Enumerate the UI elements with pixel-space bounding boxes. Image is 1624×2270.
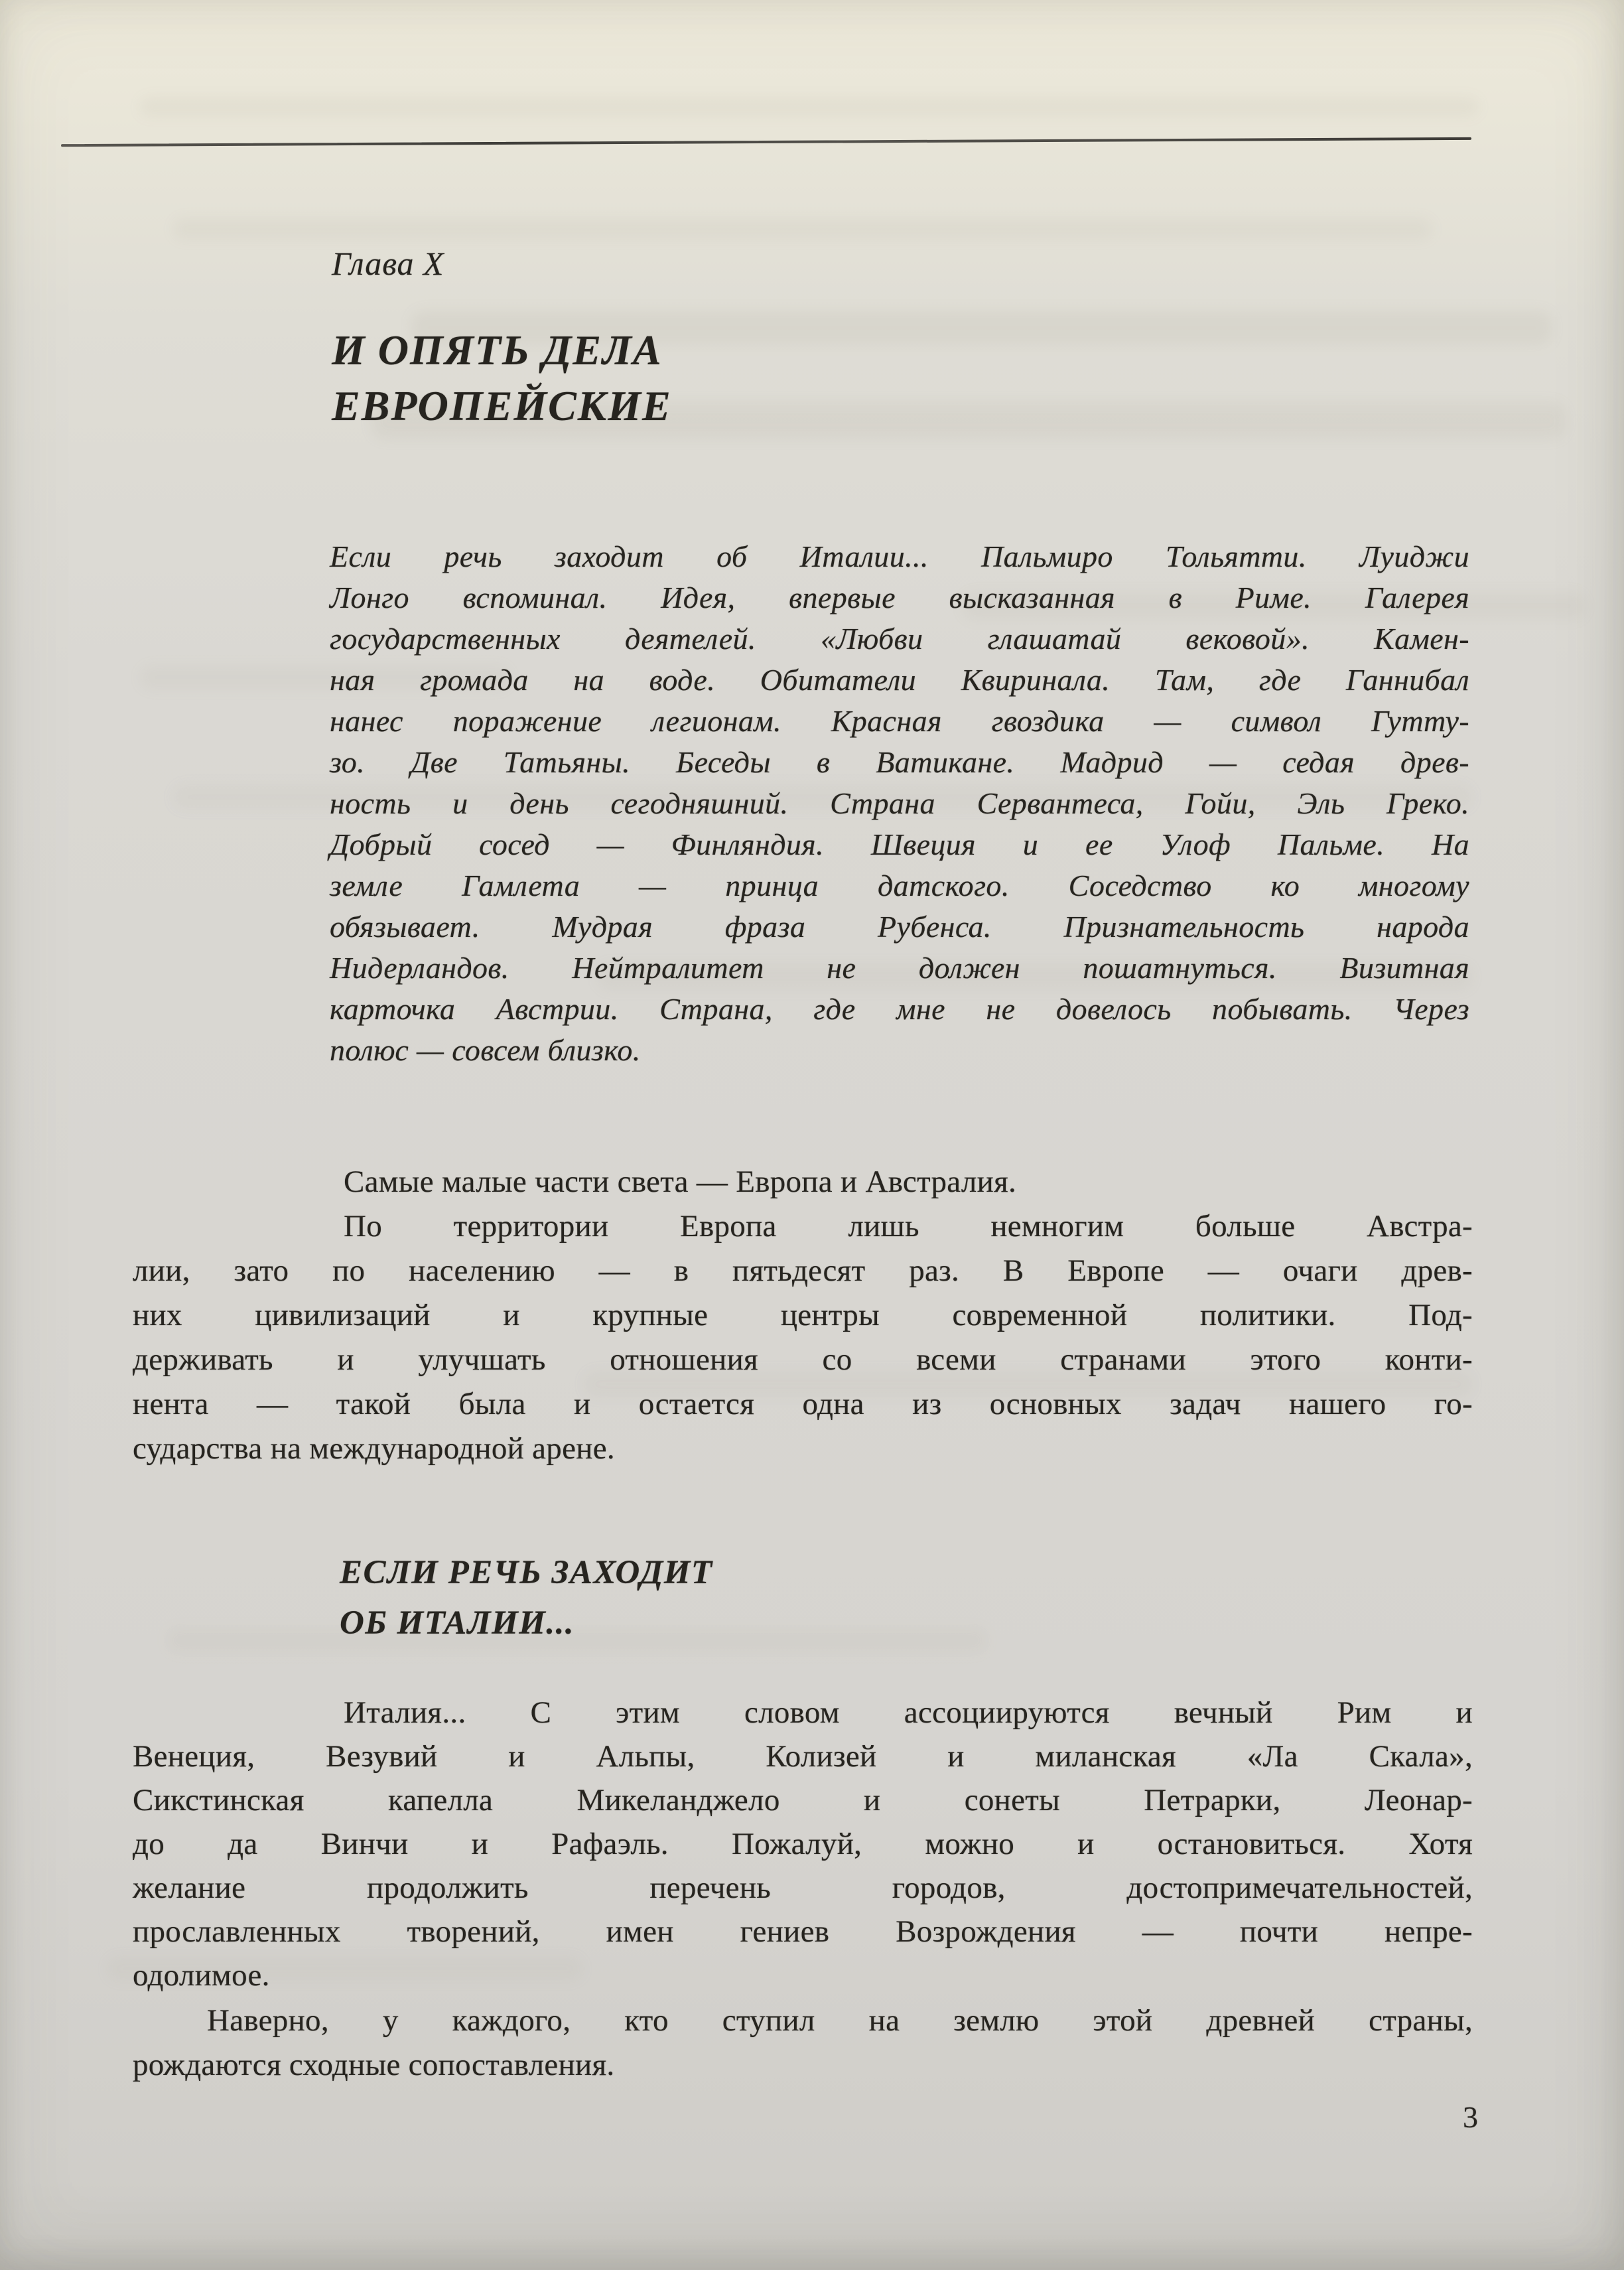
lead-line: зо. Две Татьяны. Беседы в Ватикане. Мадрид — седая древ- (330, 745, 1469, 779)
lead-line: Добрый сосед — Финляндия. Швеция и ее Улоф Пальме. На (330, 827, 1469, 861)
body-line: нента — такой была и остается одна из основных задач нашего го- (133, 1387, 1473, 1421)
lead-line: Если речь заходит об Италии... Пальмиро Тольятти. Луиджи (330, 539, 1469, 573)
section-heading-line: ОБ ИТАЛИИ... (340, 1604, 575, 1642)
body-line: прославленных творений, имен гениев Возрождения — почти непре- (133, 1914, 1473, 1949)
lead-line: обязывает. Мудрая фраза Рубенса. Признательность народа (330, 910, 1469, 944)
lead-line: нанес поражение легионам. Красная гвоздика — символ Гутту- (330, 704, 1469, 738)
lead-line: полюс — совсем близко. (330, 1033, 641, 1067)
lead-line: Нидерландов. Нейтралитет не должен пошатнуться. Визитная (330, 951, 1469, 985)
body-line: Наверно, у каждого, кто ступил на землю этой древней страны, (207, 2003, 1473, 2038)
section-heading-line: ЕСЛИ РЕЧЬ ЗАХОДИТ (340, 1554, 713, 1591)
chapter-title-line: ЕВРОПЕЙСКИЕ (332, 382, 672, 429)
body-paragraphs (133, 1160, 1473, 1471)
chapter-head-rule (61, 137, 1471, 147)
body-line: желание продолжить перечень городов, достопримечательностей, (133, 1871, 1473, 1905)
body-line: сударства на международной арене. (133, 1431, 615, 1466)
body-line: держивать и улучшать отношения со всеми странами этого конти- (133, 1342, 1473, 1377)
body-line: Италия... С этим словом ассоциируются вечный Рим и (344, 1695, 1473, 1730)
chapter-lead-summary (330, 536, 1469, 1071)
lead-line: Лонго вспоминал. Идея, впервые высказанная в Риме. Галерея (330, 581, 1469, 614)
chapter-title-line: И ОПЯТЬ ДЕЛА (332, 326, 663, 374)
body-paragraph (133, 1691, 1473, 1997)
body-line: них цивилизаций и крупные центры современной политики. Под- (133, 1298, 1473, 1332)
chapter-label: Глава X (332, 245, 444, 282)
body-line: Сикстинская капелла Микеланджело и сонеты Петрарки, Леонар- (133, 1783, 1473, 1817)
body-line: Самые малые части света — Европа и Австралия. (344, 1165, 1017, 1199)
body-line: до да Винчи и Рафаэль. Пожалуй, можно и остановиться. Хотя (133, 1827, 1473, 1861)
page-number: 3 (1463, 2100, 1478, 2134)
lead-line: карточка Австрии. Страна, где мне не довелось побывать. Через (330, 992, 1469, 1026)
chapter-title (332, 322, 672, 434)
lead-line: земле Гамлета — принца датского. Соседство ко многому (330, 869, 1469, 902)
body-line: одолимое. (133, 1958, 270, 1993)
ghost-text-smudge (172, 218, 1433, 240)
lead-line: ная громада на воде. Обитатели Квиринала. Там, где Ганнибал (330, 663, 1469, 697)
lead-line: ность и день сегодняшний. Страна Сервантеса, Гойи, Эль Греко. (330, 786, 1469, 820)
body-paragraph (133, 1999, 1473, 2088)
body-line: Венеция, Везувий и Альпы, Колизей и миланская «Ла Скала», (133, 1739, 1473, 1774)
lead-line: государственных деятелей. «Любви глашатай вековой». Камен- (330, 622, 1469, 656)
body-line: По территории Европа лишь немногим больше Австра- (344, 1209, 1473, 1243)
section-heading (340, 1547, 713, 1648)
body-line: лии, зато по населению — в пятьдесят раз. В Европе — очаги древ- (133, 1253, 1473, 1288)
ghost-text-smudge (139, 97, 1479, 117)
body-line: рождаются сходные сопоставления. (133, 2048, 615, 2082)
